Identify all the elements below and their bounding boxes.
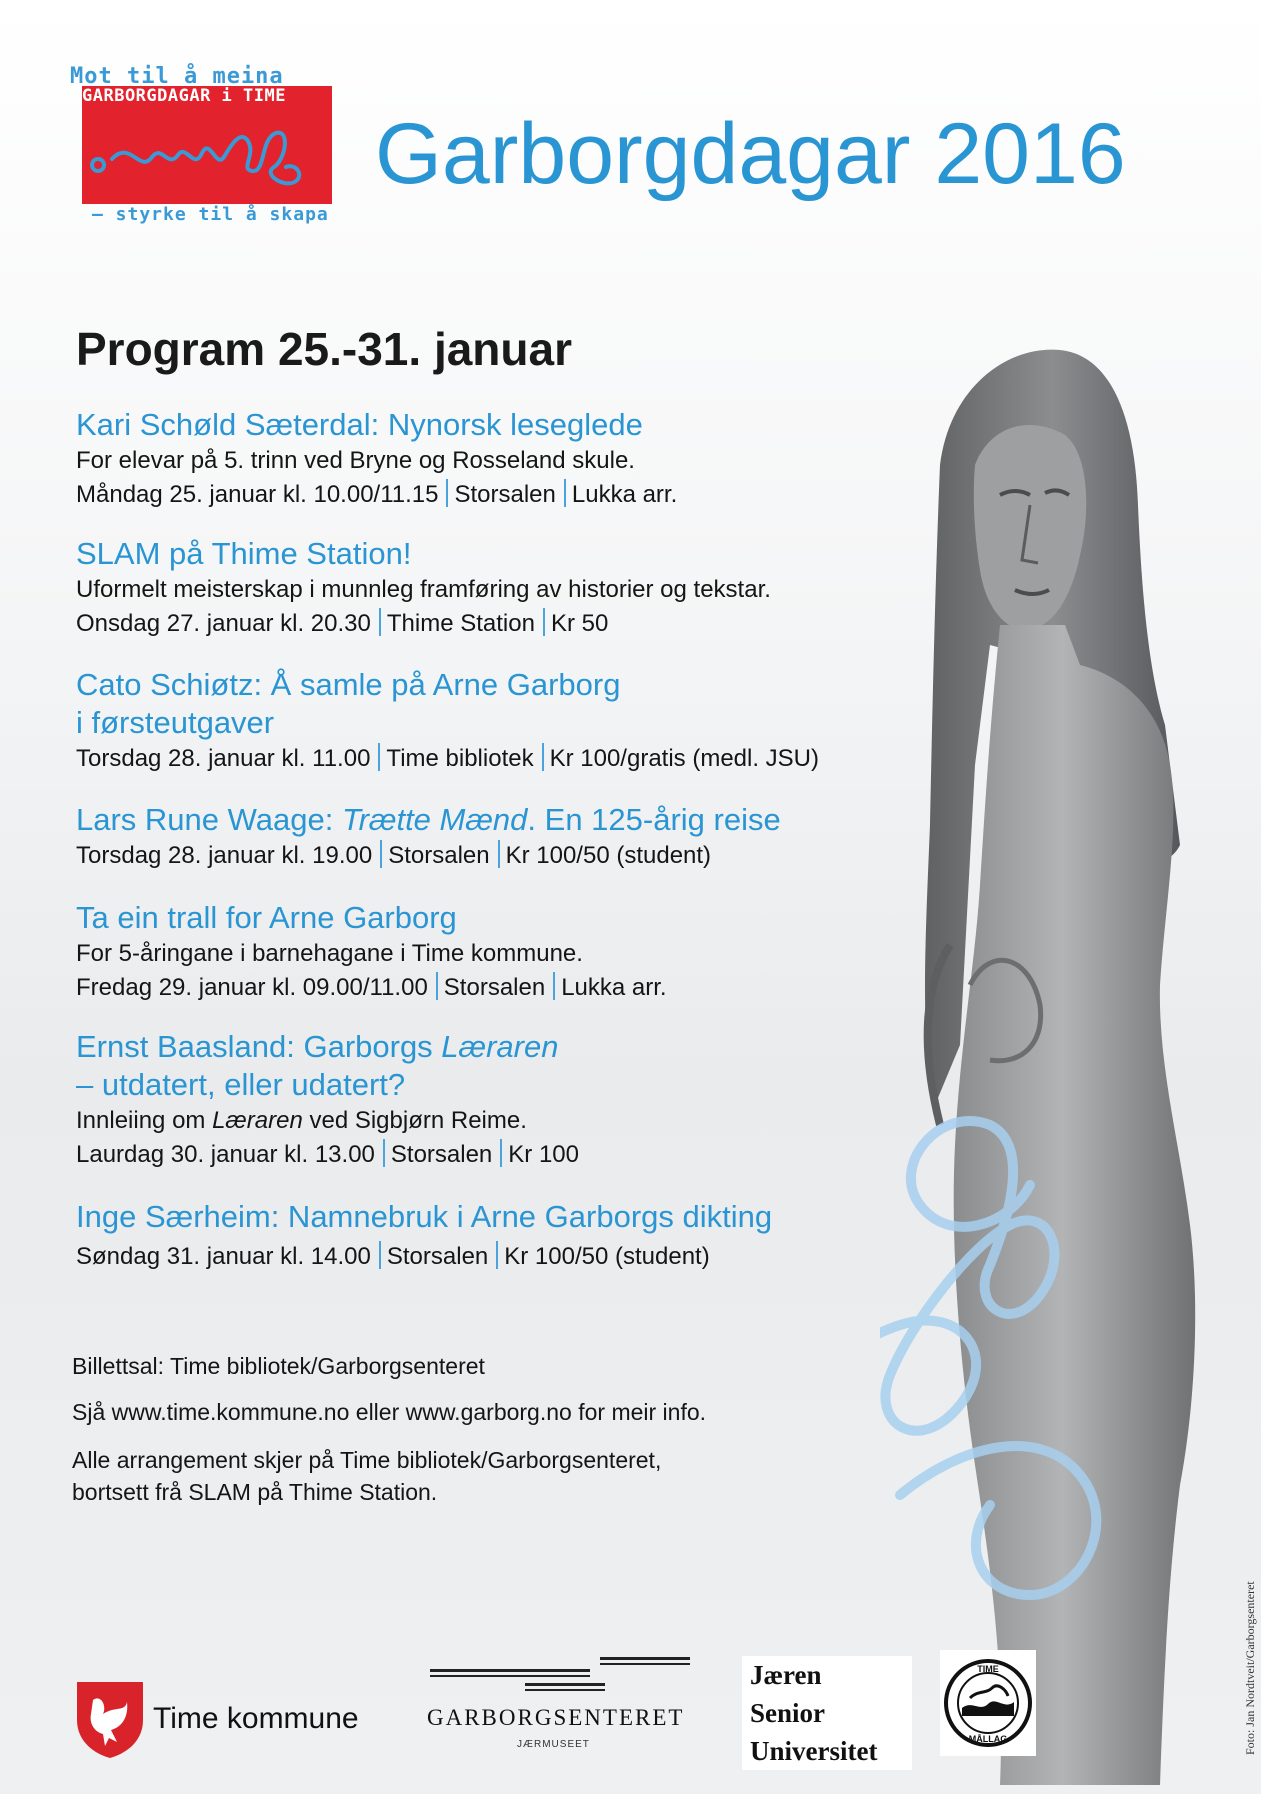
event-details [76,1138,936,1172]
event-details [76,971,936,1005]
time-mallag-logo [940,1650,1036,1756]
links-info: Sjå www.time.kommune.no eller www.garborg.no for meir info. [72,1399,707,1425]
garborgsenteret-lines-icon [425,1655,695,1695]
event-venue: Storsalen [454,481,556,508]
separator [543,608,545,636]
event-details [76,607,936,641]
venue-info-line2: bortsett frå SLAM på Thime Station. [72,1479,438,1505]
event-description [76,1104,936,1138]
separator [436,972,438,1000]
separator [564,479,566,507]
event-price: Kr 100/50 (student) [504,1243,710,1270]
separator [542,743,544,771]
time-kommune-text: Time kommune [153,1702,359,1735]
separator [553,972,555,1000]
event-title-italic: Læraren [441,1029,559,1064]
event-time: Fredag 29. januar kl. 09.00/11.00 [76,974,428,1001]
event-venue: Storsalen [390,1141,493,1168]
event-title-line2: – utdatert, eller udatert? [76,1067,406,1102]
event-title: Ta ein trall for Arne Garborg [76,900,457,935]
jaermuseet-text: JÆRMUSEET [517,1739,590,1750]
event-title: Cato Schiøtz: Å samle på Arne Garborg [76,667,621,702]
event-description-italic: Læraren [212,1107,303,1134]
logo-scribble-icon [90,119,330,199]
event-venue: Storsalen [386,1243,489,1270]
event-price: Kr 100/gratis (medl. JSU) [549,745,820,772]
separator [498,840,500,868]
jsu-text [750,1656,877,1770]
jsu-line: Jæren [750,1660,822,1690]
event-time: Onsdag 27. januar kl. 20.30 [76,610,371,637]
event-time: Søndag 31. januar kl. 14.00 [76,1243,371,1270]
logo-bottom-text: – styrke til å skapa [92,204,329,225]
mallag-bottom-text: MÅLLAG [968,1734,1008,1744]
garborgdagar-logo [70,64,360,234]
event-title-line2: i førsteutgaver [76,705,275,740]
time-kommune-shield-icon [75,1680,145,1760]
event-venue: Thime Station [386,610,535,637]
separator [380,840,382,868]
jsu-line: Senior [750,1698,826,1728]
event-item [76,1198,936,1274]
separator [383,1139,385,1167]
event-title-part: Lars Rune Waage: [76,802,342,837]
event-details [76,478,936,512]
event-title-italic: Trætte Mænd [341,802,528,837]
event-price: Lukka arr. [571,481,678,508]
event-description-part: ved Sigbjørn Reime. [302,1107,527,1134]
jsu-logo [742,1656,912,1770]
event-title: SLAM på Thime Station! [76,536,412,571]
event-title: Inge Særheim: Namnebruk i Arne Garborgs dikting [76,1199,773,1234]
separator [446,479,448,507]
separator [379,1241,381,1269]
event-venue: Storsalen [388,842,490,869]
event-details [76,1240,936,1274]
garborgsenteret-logo [425,1655,695,1755]
program-heading: Program 25.-31. januar [76,323,572,375]
separator [379,608,381,636]
photo-credit: Foto: Jan Nordtveit/Garborgsenteret [1243,1581,1257,1755]
event-description: For 5-åringane i barnehagane i Time kommune. [76,940,583,967]
event-item [76,535,936,641]
event-item [76,801,936,873]
separator [378,743,380,771]
separator [496,1241,498,1269]
separator [500,1139,502,1167]
venue-info-line1: Alle arrangement skjer på Time bibliotek/Garborgsenteret, [72,1447,662,1473]
event-time: Måndag 25. januar kl. 10.00/11.15 [76,481,439,508]
event-time: Laurdag 30. januar kl. 13.00 [76,1141,375,1168]
event-title-part: Ernst Baasland: Garborgs [76,1029,442,1064]
event-details [76,839,936,873]
event-description: For elevar på 5. trinn ved Bryne og Rosseland skule. [76,447,635,474]
event-time: Torsdag 28. januar kl. 19.00 [76,842,373,869]
jsu-line: Universitet [750,1736,878,1766]
ticket-info: Billettsal: Time bibliotek/Garborgsenteret [72,1353,485,1379]
event-time: Torsdag 28. januar kl. 11.00 [76,745,371,772]
event-venue: Time bibliotek [386,745,534,772]
event-price: Lukka arr. [561,974,667,1001]
event-venue: Storsalen [443,974,546,1001]
event-title: Kari Schøld Sæterdal: Nynorsk leseglede [76,407,643,442]
event-price: Kr 100 [508,1141,579,1168]
event-description: Uformelt meisterskap i munnleg framføring av historier og tekstar. [76,576,771,603]
logo-band-text: GARBORGDAGAR i TIME [82,86,286,106]
garborgsenteret-text: GARBORGSENTERET [427,1705,685,1730]
event-item [76,666,936,776]
event-details [76,742,936,776]
event-item [76,406,936,512]
page-title: Garborgdagar 2016 [375,106,1126,202]
time-kommune-logo [75,1680,405,1760]
event-title-part: . En 125-årig reise [527,802,781,837]
event-description-part: Innleiing om [76,1107,213,1134]
event-title [76,1028,936,1066]
mallag-top-text: TIME [977,1664,999,1674]
event-item [76,1028,936,1172]
logo-top-text: Mot til å meina [70,64,284,89]
event-item [76,899,936,1005]
event-price: Kr 50 [550,610,609,637]
event-price: Kr 100/50 (student) [505,842,712,869]
event-title [76,801,936,839]
